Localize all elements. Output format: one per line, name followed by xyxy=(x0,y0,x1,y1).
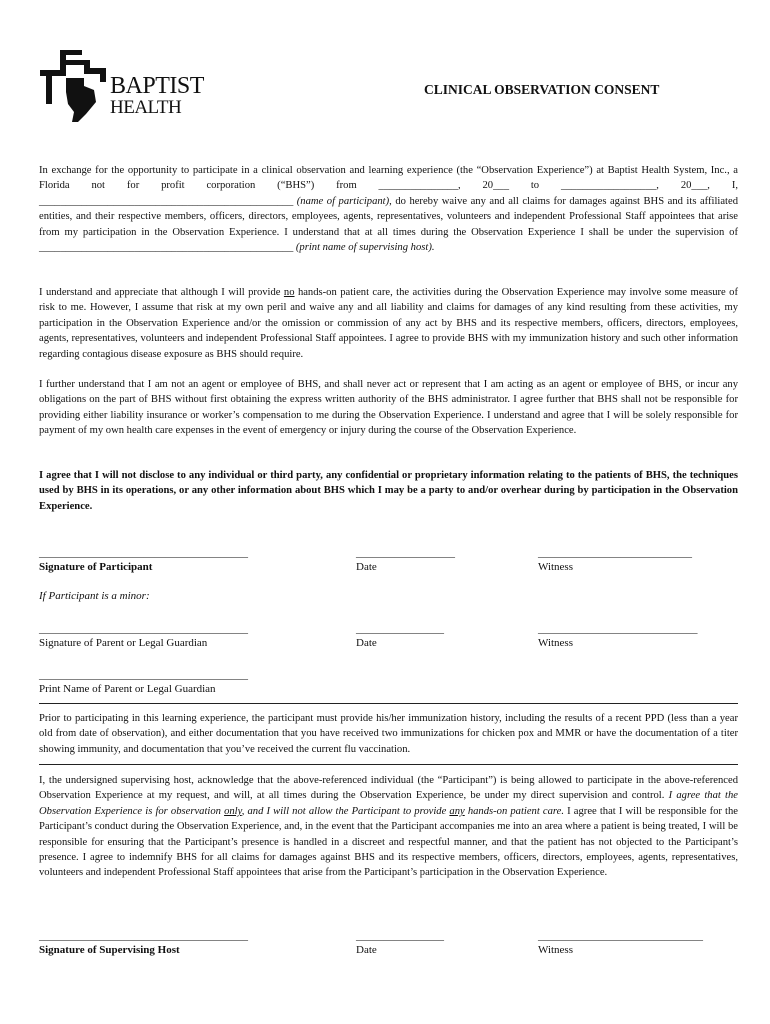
host-italic-2: , and I will not allow the Participant to provide xyxy=(241,805,447,817)
immunization-paragraph: Prior to participating in this learning experience, the participant must provide his/her immunization history, including the results of a recent PPD (less than a year old from date of observation), and either documentation that you have received two immunizations for chicken pox and MMR or have the documentation of a titer showing immunity, and documentation that you’ve received the current flu vaccination. xyxy=(39,713,738,755)
risk-text-2: hands-on patient care, the activities during the Observation Experience may involve some measure of risk to me. However, I assume that risk at my own peril and waive any and all liability and claims for damages of any kind resulting from these activities, my participation in the Observation Experience and/or the omission or commission of any act by BHS and its respective members, officers, directors, employees, agents, representatives, volunteers and independent Professional Staff appointees. I agree to provide BHS with my immunization history and such other information regarding contagious disease exposure as BHS should require. xyxy=(39,287,739,360)
participant-witness-field[interactable] xyxy=(538,546,692,574)
logo-text-health: HEALTH xyxy=(110,97,182,118)
host-text-1: I, the undersigned supervising host, acknowledge that the above-referenced individual (the “Participant”) is being allowed to participate in the above-referenced Observation Experience at my request, and will, at all times during the Observation Experience, be under my direct supervision and control. xyxy=(39,775,738,802)
supervising-host-paragraph xyxy=(39,773,738,881)
participant-signature-line[interactable]: ______________________________________ xyxy=(39,547,248,559)
guardian-date-line[interactable]: ________________ xyxy=(356,623,444,635)
guardian-signature-line[interactable]: ______________________________________ xyxy=(39,623,248,635)
any-emphasis: any xyxy=(449,805,465,817)
host-date-field[interactable] xyxy=(356,929,444,957)
host-date-label: Date xyxy=(356,944,377,956)
participant-date-field[interactable] xyxy=(356,546,455,574)
host-witness-label: Witness xyxy=(538,944,573,956)
waiver-text-1: In exchange for the opportunity to participate in a clinical observation and learning experience (the “Observation Experience”) at Baptist Health System, Inc., a Florida not for profit corporation (“BHS”) from _______________, 20___ to __________________, 20___, I, ________________________________________________ xyxy=(39,165,738,207)
guardian-signature-label: Signature of Parent or Legal Guardian xyxy=(39,637,208,649)
minor-label: If Participant is a minor: xyxy=(39,590,150,602)
host-witness-field[interactable] xyxy=(538,929,703,957)
host-signature-field[interactable] xyxy=(39,929,248,957)
guardian-print-name-line[interactable]: ______________________________________ xyxy=(39,669,248,681)
participant-signature-field[interactable] xyxy=(39,546,248,574)
guardian-print-name-field[interactable] xyxy=(39,668,248,696)
waiver-paragraph xyxy=(39,163,738,255)
host-signature-line[interactable]: ______________________________________ xyxy=(39,930,248,942)
risk-paragraph xyxy=(39,285,738,362)
host-text-2: I agree that I will be responsible for the Participant’s conduct during the Observation Experience, and, in the event that the Participant accompanies me into an area where a patient is being treated, I will be responsible for ensuring that the Participant’s presence is handled in a discreet and respectful manner, and that the patient has not objected to the Participant’s presence. I agree to indemnify BHS for all claims for damages against BHS and its respective members, officers, directors, employees, agents, representatives, volunteers and independent Professional Staff appointees that arise from the Participant’s participation in the Observation Experience. xyxy=(39,805,738,879)
waiver-text-2: , do hereby waive any and all claims for damages against BHS and its affiliated entities, and their respective members, officers, directors, employees, agents, representatives, volunteers and independent Professional Staff appointees that arise from my participation in the Observation Experience. I understand that at all times during the Observation Experience I shall be under the supervision of ________________________________________________ xyxy=(39,195,739,254)
participant-date-label: Date xyxy=(356,561,377,573)
guardian-date-field[interactable] xyxy=(356,622,444,650)
section-divider-2 xyxy=(39,764,738,765)
document-title: CLINICAL OBSERVATION CONSENT xyxy=(424,82,660,97)
no-emphasis: no xyxy=(283,287,295,298)
guardian-witness-label: Witness xyxy=(538,637,573,649)
host-date-line[interactable]: ________________ xyxy=(356,930,444,942)
guardian-print-name-label: Print Name of Parent or Legal Guardian xyxy=(39,683,216,695)
participant-date-line[interactable]: __________________ xyxy=(356,547,455,559)
supervising-host-label: (print name of supervising host). xyxy=(295,242,435,254)
guardian-date-label: Date xyxy=(356,637,377,649)
participant-witness-line[interactable]: ____________________________ xyxy=(538,547,692,559)
host-witness-line[interactable]: ______________________________ xyxy=(538,930,703,942)
host-signature-label: Signature of Supervising Host xyxy=(39,944,180,956)
only-emphasis: only xyxy=(224,805,242,817)
baptist-health-logo xyxy=(38,46,203,124)
host-italic-3: hands-on patient care. xyxy=(467,805,565,817)
host-italic-1: I agree that the Observation Experience is for observation xyxy=(39,790,738,817)
agent-paragraph: I further understand that I am not an agent or employee of BHS, and shall never act or represent that I am acting as an agent or employee of BHS, or incur any obligations on the part of BHS without first obtaining the express written authority of the BHS administrator. I agree further that BHS shall not be responsible for providing either liability insurance or worker’s compensation to me during the Observation Experience. I understand and agree that I will be solely responsible for payment of my own health care expenses in the event of emergency or injury during the course of the Observation Experience. xyxy=(39,379,738,437)
guardian-witness-line[interactable]: _____________________________ xyxy=(538,623,698,635)
participant-signature-label: Signature of Participant xyxy=(39,561,153,573)
cross-mark-icon xyxy=(38,46,110,124)
confidentiality-paragraph: I agree that I will not disclose to any individual or third party, any confidential or proprietary information relating to the patients of BHS, the techniques used by BHS in its operations, or any other information about BHS which I may be a party to and/or overhear during by participation in the Observation Experience. xyxy=(39,470,738,512)
guardian-signature-field[interactable] xyxy=(39,622,248,650)
participant-witness-label: Witness xyxy=(538,561,573,573)
risk-text-1: I understand and appreciate that although I will provide xyxy=(39,287,281,298)
guardian-witness-field[interactable] xyxy=(538,622,698,650)
section-divider xyxy=(39,703,738,704)
name-of-participant-label: (name of participant) xyxy=(296,195,390,207)
logo-text-baptist: BAPTIST xyxy=(110,73,204,99)
